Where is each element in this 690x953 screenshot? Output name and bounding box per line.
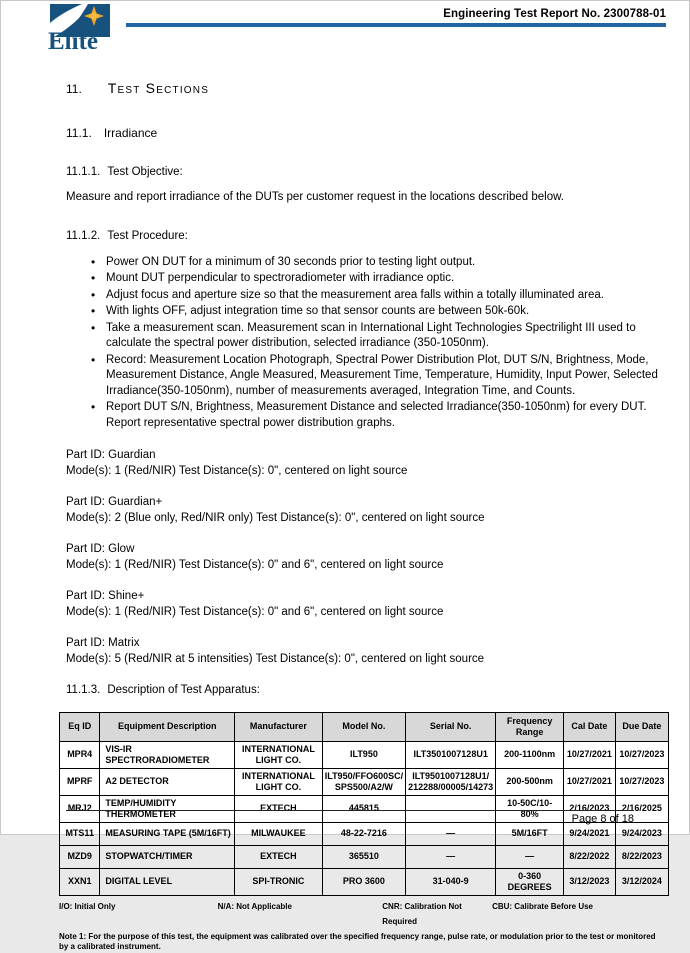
table-cell: 445815 [322,795,405,822]
table-cell: INTERNATIONAL LIGHT CO. [235,768,323,795]
part-id-blocks [66,448,665,667]
header-rule [126,23,666,27]
table-row [60,845,669,868]
table-cell: PRO 3600 [322,868,405,895]
table-header-cell: Cal Date [564,712,616,741]
table-cell: 10/27/2021 [564,768,616,795]
table-cell: 2/16/2025 [615,795,668,822]
table-cell: ILT9501007128U1/ 212288/00005/14273 [406,768,496,795]
table-cell: 200-1100nm [496,741,564,768]
procedure-step: • Power ON DUT for a minimum of 30 seconds prior to testing light output. [106,255,665,271]
table-cell: 10/27/2021 [564,741,616,768]
table-cell: MTS11 [60,822,100,845]
table-cell: MPRF [60,768,100,795]
table-cell: ILT950/FFO600SC/ SPS500/A2/W [322,768,405,795]
part-modes-line: Mode(s): 1 (Red/NIR) Test Distance(s): 0" and 6", centered on light source [66,558,444,571]
page-header [1,1,689,55]
table-cell: MPR4 [60,741,100,768]
table-header-cell: Serial No. [406,712,496,741]
part-block [66,495,665,526]
part-modes-line: Mode(s): 5 (Red/NIR at 5 intensities) Test Distance(s): 0", centered on light source [66,652,485,665]
elite-logo [48,4,112,55]
table-header-cell: Due Date [615,712,668,741]
calibration-note: Note 1: For the purpose of this test, the equipment was calibrated over the specified frequency range, pulse rate, or modulation prior to the test or monitored by a calibrated instrument. [59,931,656,951]
section-heading-irradiance [66,126,665,142]
table-cell: 8/22/2023 [615,845,668,868]
part-id-line: Part ID: Guardian [66,449,156,461]
table-cell: STOPWATCH/TIMER [100,845,235,868]
part-id-line: Part ID: Shine+ [66,590,145,602]
table-row [60,741,669,768]
apparatus-table [59,712,669,896]
table-cell: 10/27/2023 [615,741,668,768]
part-id-line: Part ID: Guardian+ [66,496,163,508]
abbreviation-item: N/A: Not Applicable [217,901,292,911]
table-cell: 3/12/2024 [615,868,668,895]
section-number: 11.1.1. [66,166,101,178]
procedure-step: • With lights OFF, adjust integration time so that sensor counts are between 50k-60k. [106,304,665,320]
procedure-step: • Adjust focus and aperture size so that the measurement area falls within a totally illuminated area. [106,288,665,304]
section-heading-test-procedure [66,229,665,245]
table-cell: 31-040-9 [406,868,496,895]
part-modes-line: Mode(s): 2 (Blue only, Red/NIR only) Test Distance(s): 0", centered on light source [66,511,485,524]
table-cell: — [406,845,496,868]
table-cell: EXTECH [235,795,323,822]
part-id-line: Part ID: Matrix [66,637,140,649]
page-number-label: Page 8 of 18 [571,813,634,825]
section-title: Description of Test Apparatus: [107,684,260,696]
section-title: Test Procedure: [107,230,188,242]
report-title: Engineering Test Report No. 2300788-01 [443,8,666,20]
abbreviation-item: I/O: Initial Only [59,901,116,911]
table-cell: 0-360 DEGREES [496,868,564,895]
table-header-cell: Equipment Description [100,712,235,741]
table-header-cell: Frequency Range [496,712,564,741]
section-number: 11. [66,82,82,96]
table-cell: — [496,845,564,868]
table-cell: EXTECH [235,845,323,868]
table-row [60,868,669,895]
logo-wordmark: Elite [48,28,98,55]
table-header-row [60,712,669,741]
section-heading-test-sections [66,81,665,98]
table-cell: 365510 [322,845,405,868]
table-cell: 9/24/2023 [615,822,668,845]
part-block [66,448,665,479]
table-row [60,768,669,795]
table-cell: TEMP/HUMIDITY THERMOMETER [100,795,235,822]
table-header-cell: Eq ID [60,712,100,741]
apparatus-table-head [60,712,669,741]
table-cell: 200-500nm [496,768,564,795]
abbreviation-item: CBU: Calibrate Before Use [492,901,593,911]
section-title: Test Objective: [107,166,183,178]
section-heading-test-objective [66,165,665,181]
table-cell: ILT3501007128U1 [406,741,496,768]
abbreviation-row [59,899,669,930]
part-block [66,542,665,573]
table-cell: 2/16/2023 [564,795,616,822]
section-number: 11.1.3. [66,684,101,696]
procedure-step: • Take a measurement scan. Measurement scan in International Light Technologies Spectrilight III used to calculate the spectral power distribution, selected irradiance (350-1050nm). [106,321,665,352]
table-cell: 10/27/2023 [615,768,668,795]
table-cell: — [406,822,496,845]
table-cell: 5M/16FT [496,822,564,845]
part-block [66,589,665,620]
section-number: 11.1.2. [66,230,101,242]
abbreviation-item: CNR: Calibration Not Required [382,901,462,926]
table-cell: A2 DETECTOR [100,768,235,795]
table-cell: MILWAUKEE [235,822,323,845]
table-cell: 10-50C/10-80% [496,795,564,822]
objective-text: Measure and report irradiance of the DUTs per customer request in the locations described below. [66,190,564,203]
procedure-step: • Mount DUT perpendicular to spectroradiometer with irradiance optic. [106,271,665,287]
table-cell: MEASURING TAPE (5M/16FT) [100,822,235,845]
procedure-step-list [66,255,665,432]
table-cell: DIGITAL LEVEL [100,868,235,895]
part-modes-line: Mode(s): 1 (Red/NIR) Test Distance(s): 0" and 6", centered on light source [66,605,444,618]
part-block [66,636,665,667]
table-cell: INTERNATIONAL LIGHT CO. [235,741,323,768]
section-title: Irradiance [103,125,158,140]
table-cell: 3/12/2023 [564,868,616,895]
table-cell: SPI-TRONIC [235,868,323,895]
table-cell: 48-22-7216 [322,822,405,845]
section-number: 11.1. [66,125,92,140]
section-title: Test Sections [107,80,210,96]
table-cell: ILT950 [322,741,405,768]
table-cell: 9/24/2021 [564,822,616,845]
page-footer [66,810,634,825]
table-cell: MRJ2 [60,795,100,822]
procedure-step: • Report DUT S/N, Brightness, Measurement Distance and selected Irradiance(350-1050nm) for every DUT. Report representative spectral power distribution graphs. [106,400,665,431]
table-cell: XXN1 [60,868,100,895]
table-cell: VIS-IR SPECTRORADIOMETER [100,741,235,768]
table-cell: MZD9 [60,845,100,868]
procedure-step: • Record: Measurement Location Photograph, Spectral Power Distribution Plot, DUT S/N, Brightness, Mode, Measurement Distance, Angle Measured, Measurement Time, Temperature, Humidity, Input Power, Selected Irradiance(350-1050nm), number of measurements averaged, Integration Time, and Counts. [106,353,665,400]
table-row [60,822,669,845]
part-modes-line: Mode(s): 1 (Red/NIR) Test Distance(s): 0", centered on light source [66,464,408,477]
table-header-cell: Model No. [322,712,405,741]
table-header-cell: Manufacturer [235,712,323,741]
table-cell: 8/22/2022 [564,845,616,868]
part-id-line: Part ID: Glow [66,543,135,555]
section-heading-test-apparatus [66,683,665,699]
